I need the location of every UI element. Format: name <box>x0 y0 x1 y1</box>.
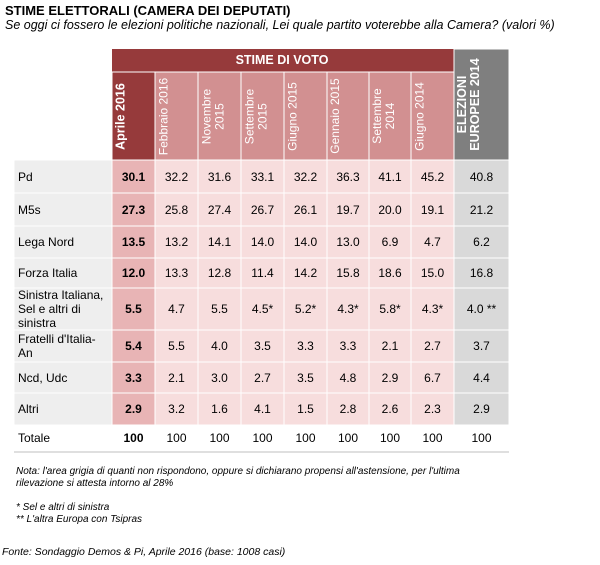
data-cell: 2.8 <box>339 402 357 416</box>
page-subtitle: Se oggi ci fossero le elezioni politiche nazionali, Lei quale partito voterebbe alla Camera? (valori %) <box>5 18 555 32</box>
data-cell: 4.0 ** <box>466 302 497 316</box>
data-cell: 20.0 <box>378 202 402 217</box>
data-cell: 100 <box>166 431 187 445</box>
column-header: Novembre 2015 <box>199 88 226 144</box>
source-text: Fonte: Sondaggio Demos & Pi, Aprile 2016 (base: 1008 casi) <box>2 546 286 558</box>
data-cell: 5.5 <box>125 302 142 316</box>
data-cell: 40.8 <box>469 169 494 184</box>
column-header: Febbraio 2016 <box>156 77 170 155</box>
data-cell: 13.3 <box>164 266 189 280</box>
data-cell: 2.9 <box>381 370 399 385</box>
note-text: Nota: l'area grigia di quanti non rispondono, oppure si dichiarano propensi all'astensione, per l'ultima rilevazione si attesta intorno al 28% <box>16 466 460 489</box>
column-header: Settembre 2014 <box>370 88 397 144</box>
data-cell: 31.6 <box>207 169 232 184</box>
row-label: Fratelli d'Italia-An <box>18 332 96 360</box>
column-header: Giugno 2014 <box>412 81 426 151</box>
data-cell: 32.2 <box>293 169 318 184</box>
data-cell: 100 <box>209 431 230 445</box>
data-cell: 18.6 <box>378 266 402 280</box>
data-cell: 5.5 <box>168 339 185 353</box>
data-cell: 4.5* <box>251 302 274 316</box>
row-label: Ncd, Udc <box>18 370 68 385</box>
data-cell: 26.7 <box>250 202 275 217</box>
column-header: Settembre 2015 <box>242 88 269 144</box>
data-cell: 3.7 <box>473 339 490 353</box>
data-cell: 2.6 <box>381 402 399 416</box>
data-cell: 100 <box>422 431 443 445</box>
total-row-label: Totale <box>18 431 51 445</box>
row-label: Forza Italia <box>18 266 78 280</box>
data-cell: 4.1 <box>254 402 271 416</box>
row-label: Lega Nord <box>18 235 75 249</box>
data-cell: 30.1 <box>121 169 146 184</box>
data-cell: 19.1 <box>420 202 445 217</box>
data-cell: 27.4 <box>207 202 232 217</box>
data-cell: 14.0 <box>293 235 318 249</box>
data-cell: 100 <box>379 431 401 445</box>
data-cell: 2.9 <box>473 402 490 416</box>
data-cell: 100 <box>123 431 144 445</box>
data-cell: 11.4 <box>251 266 274 280</box>
data-cell: 3.5 <box>254 339 271 353</box>
page-title: STIME ELETTORALI (CAMERA DEI DEPUTATI) <box>5 3 291 18</box>
data-cell: 100 <box>252 431 273 445</box>
column-header: ELEZIONI EUROPEE 2014 <box>455 58 482 151</box>
data-cell: 4.4 <box>473 370 490 385</box>
data-cell: 41.1 <box>378 169 402 184</box>
data-cell: 3.2 <box>168 402 185 416</box>
data-cell: 25.8 <box>164 202 189 217</box>
data-cell: 13.0 <box>336 235 360 249</box>
data-cell: 2.3 <box>424 402 441 416</box>
row-label: Sinistra Italiana, Sel e altri di sinistra <box>18 288 104 330</box>
data-cell: 1.5 <box>297 402 314 416</box>
data-cell: 14.0 <box>250 235 275 249</box>
data-cell: 4.3* <box>337 302 359 316</box>
data-cell: 4.7 <box>168 302 185 316</box>
row-label: M5s <box>18 202 41 217</box>
column-header: Aprile 2016 <box>113 82 127 150</box>
footnote-tsipras: ** L'altra Europa con Tsipras <box>16 514 143 525</box>
data-cell: 100 <box>295 431 316 445</box>
column-header: Giugno 2015 <box>285 81 299 151</box>
data-cell: 4.0 <box>211 339 228 353</box>
data-cell: 2.9 <box>125 402 142 416</box>
data-cell: 4.7 <box>424 235 441 249</box>
footnote-sel: * Sel e altri di sinistra <box>16 502 110 513</box>
data-cell: 21.2 <box>469 202 494 217</box>
data-cell: 6.9 <box>381 235 399 249</box>
data-cell: 2.7 <box>424 339 441 353</box>
data-cell: 3.0 <box>211 370 228 385</box>
data-cell: 5.4 <box>125 339 142 353</box>
data-cell: 2.1 <box>168 370 185 385</box>
data-cell: 13.2 <box>164 235 189 249</box>
data-cell: 5.5 <box>211 302 228 316</box>
data-cell: 3.3 <box>297 339 314 353</box>
data-cell: 5.8* <box>379 302 401 316</box>
data-cell: 16.8 <box>469 266 494 280</box>
data-cell: 14.1 <box>207 235 232 249</box>
data-cell: 2.1 <box>381 339 399 353</box>
data-cell: 26.1 <box>293 202 318 217</box>
data-cell: 6.7 <box>424 370 441 385</box>
row-label: Pd <box>18 169 33 184</box>
data-cell: 6.2 <box>473 235 490 249</box>
data-cell: 4.3* <box>421 302 444 316</box>
stime-di-voto-header: STIME DI VOTO <box>235 53 329 67</box>
row-label: Altri <box>18 402 39 416</box>
data-cell: 2.7 <box>254 370 271 385</box>
data-cell: 32.2 <box>164 169 189 184</box>
data-cell: 15.8 <box>336 266 360 280</box>
data-cell: 3.5 <box>297 370 314 385</box>
data-cell: 27.3 <box>121 202 146 217</box>
data-cell: 13.5 <box>121 235 146 249</box>
data-cell: 12.0 <box>121 266 146 280</box>
column-header: Gennaio 2015 <box>328 78 342 154</box>
data-cell: 3.3 <box>125 370 142 385</box>
data-cell: 100 <box>471 431 492 445</box>
data-cell: 19.7 <box>336 202 360 217</box>
data-cell: 15.0 <box>420 266 445 280</box>
data-cell: 14.2 <box>293 266 318 280</box>
data-cell: 45.2 <box>420 169 445 184</box>
data-cell: 4.8 <box>339 370 357 385</box>
data-cell: 3.3 <box>339 339 357 353</box>
data-cell: 36.3 <box>336 169 360 184</box>
data-cell: 5.2* <box>294 302 317 316</box>
data-cell: 100 <box>337 431 359 445</box>
data-cell: 33.1 <box>250 169 275 184</box>
data-cell: 1.6 <box>211 402 228 416</box>
data-cell: 12.8 <box>207 266 232 280</box>
